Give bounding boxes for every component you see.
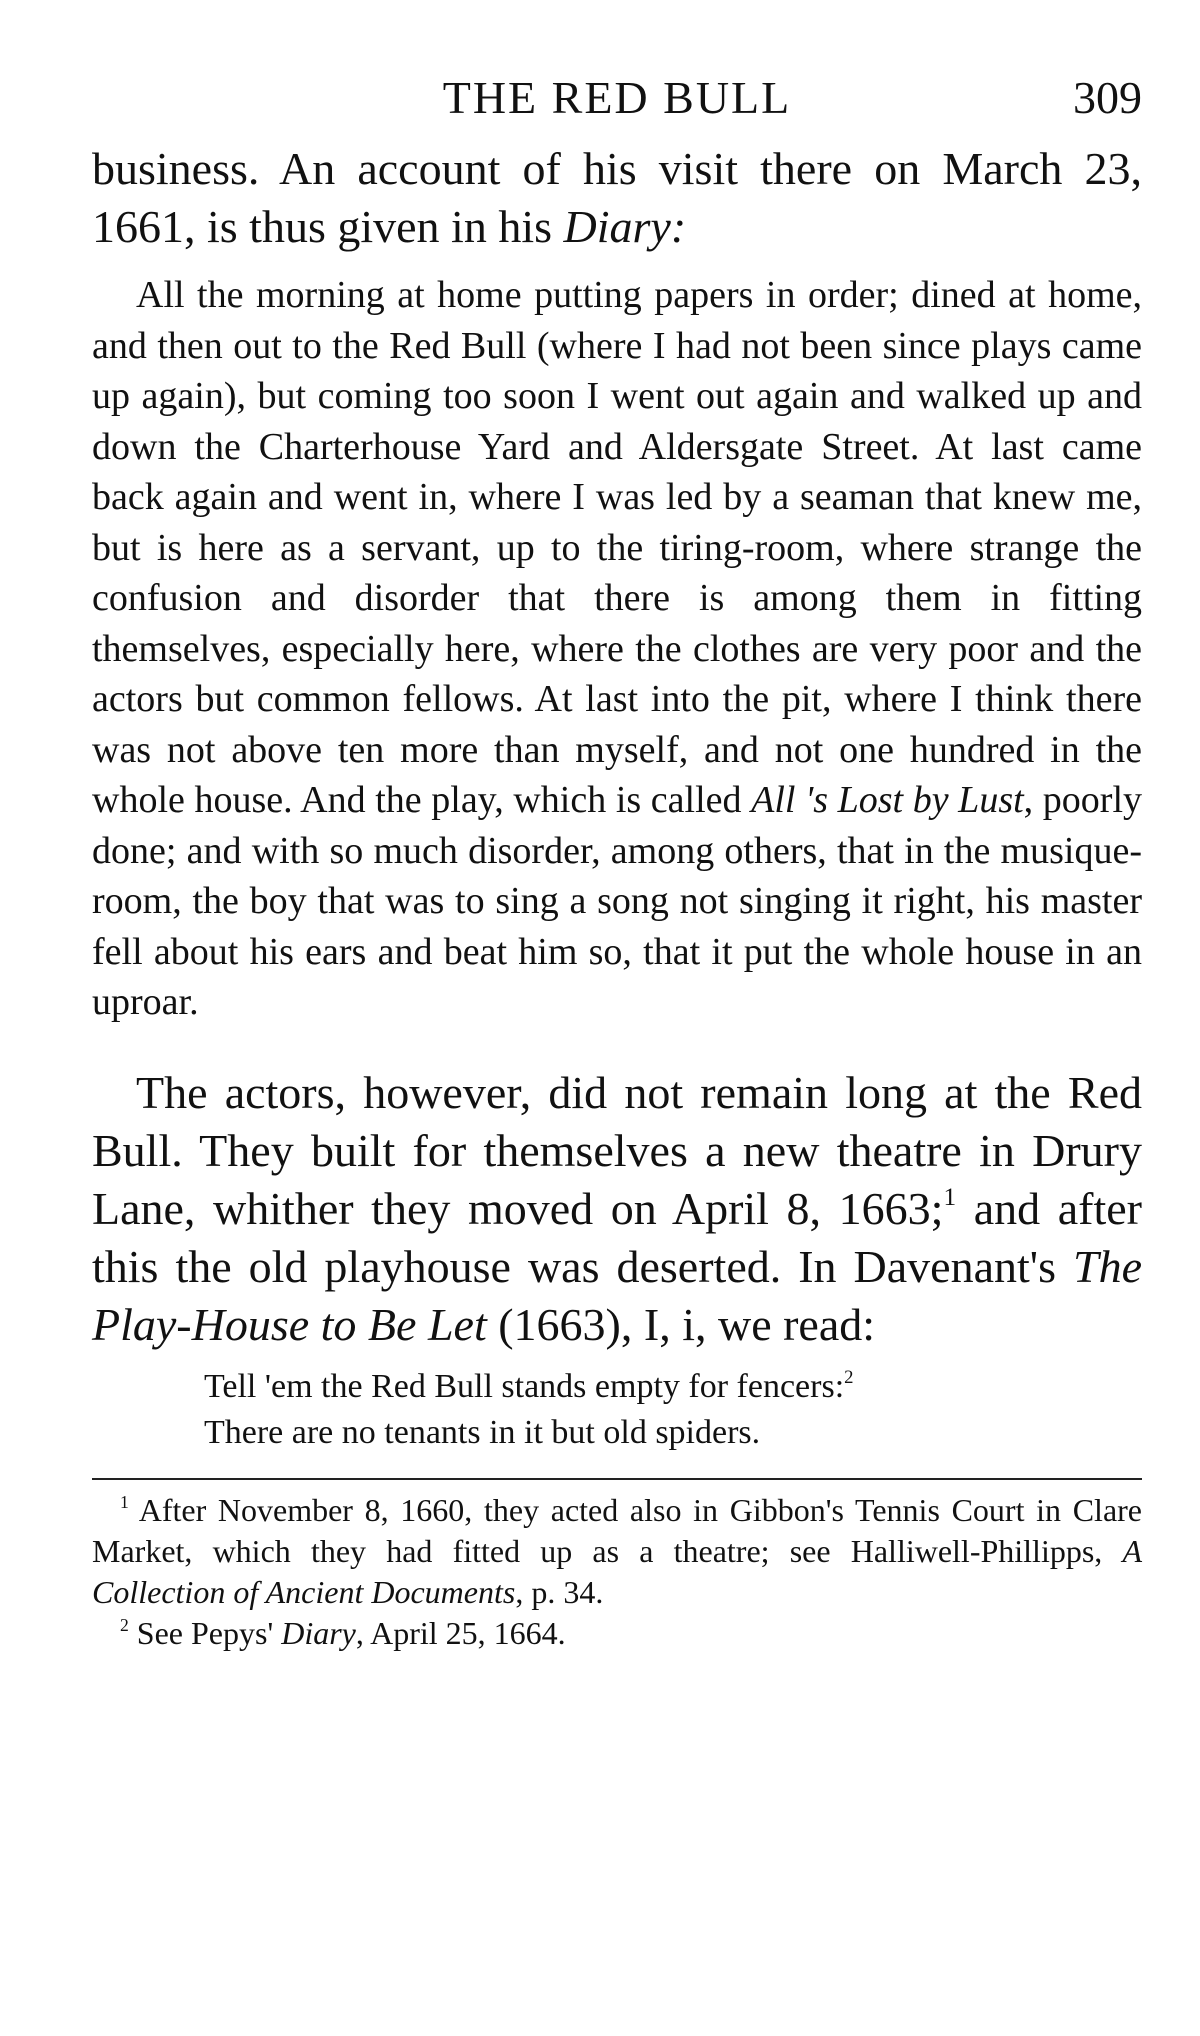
- footnote-1-text-a: After November 8, 1660, they acted also in Gibbon's Tennis Court in Clare Market, which they had fitted up as a theatre; see Halliwell-Phillipps,: [92, 1491, 1142, 1569]
- second-paragraph: [92, 1064, 1142, 1354]
- footnote-1-title: A Collection of Ancient Documents: [92, 1532, 1142, 1610]
- footnote-1-text-b: , p. 34.: [515, 1573, 604, 1610]
- verse-line-2: There are no tenants in it but old spiders.: [204, 1413, 761, 1451]
- page-header: [92, 62, 1142, 134]
- footnote-2-title: Diary: [281, 1614, 356, 1651]
- opening-paragraph: [92, 140, 1142, 256]
- verse-line-1-text: Tell 'em the Red Bull stands empty for fencers:: [204, 1367, 845, 1405]
- diary-quotation: [92, 270, 1142, 1028]
- footnotes: [92, 1490, 1142, 1654]
- second-paragraph-text-c: (1663), I, i, we read:: [486, 1298, 876, 1350]
- verse-line-1: [204, 1364, 1142, 1410]
- footnote-2-marker: 2: [120, 1614, 129, 1635]
- opening-paragraph-text: business. An account of his visit there on March 23, 1661, is thus given in his: [92, 143, 1142, 252]
- book-page: [92, 62, 1142, 1654]
- diary-title: Diary:: [563, 201, 687, 252]
- quotation-text-a: All the morning at home putting papers in order; dined at home, and then out to the Red Bull (where I had not been since plays came up again), but coming too soon I went out again and walked up and down the Charterhouse Yard and Aldersgate Street. At last came back again and went in, where I was led by a seaman that knew me, but is here as a servant, up to the tiring-room, where strange the confusion and disorder that there is among them in fitting themselves, especially here, where the clothes are very poor and the actors but common fellows. At last into the pit, where I think there was not above ten more than myself, and not one hundred in the whole house. And the play, which is called: [92, 274, 1142, 821]
- running-title: THE RED BULL: [442, 72, 792, 123]
- footnote-2-text-b: , April 25, 1664.: [355, 1614, 566, 1651]
- davenant-title: The Play-House to Be Let: [92, 1240, 1142, 1350]
- second-paragraph-text-a: The actors, however, did not remain long at the Red Bull. They built for themselves a new theatre in Drury Lane, whither they moved on April 8, 1663;: [92, 1066, 1142, 1234]
- footnote-2-text-a: See Pepys': [128, 1614, 282, 1651]
- footnote-ref-2[interactable]: 2: [844, 1366, 854, 1388]
- footnote-divider: [92, 1478, 1142, 1480]
- footnote-1-marker: 1: [120, 1491, 129, 1512]
- second-paragraph-text-b: and after this the old playhouse was deserted. In Davenant's: [92, 1182, 1142, 1292]
- play-title: All 's Lost by Lust: [751, 779, 1024, 821]
- footnote-1: [92, 1490, 1142, 1613]
- footnote-2: [92, 1613, 1142, 1654]
- page-number: 309: [1073, 72, 1142, 123]
- footnote-ref-1[interactable]: 1: [943, 1182, 957, 1211]
- quotation-text-b: , poorly done; and with so much disorder, among others, that in the musique-room, the boy that was to sing a song not singing it right, his master fell about his ears and beat him so, that it put the whole house in an uproar.: [92, 779, 1143, 1023]
- verse-quotation: [204, 1364, 1142, 1456]
